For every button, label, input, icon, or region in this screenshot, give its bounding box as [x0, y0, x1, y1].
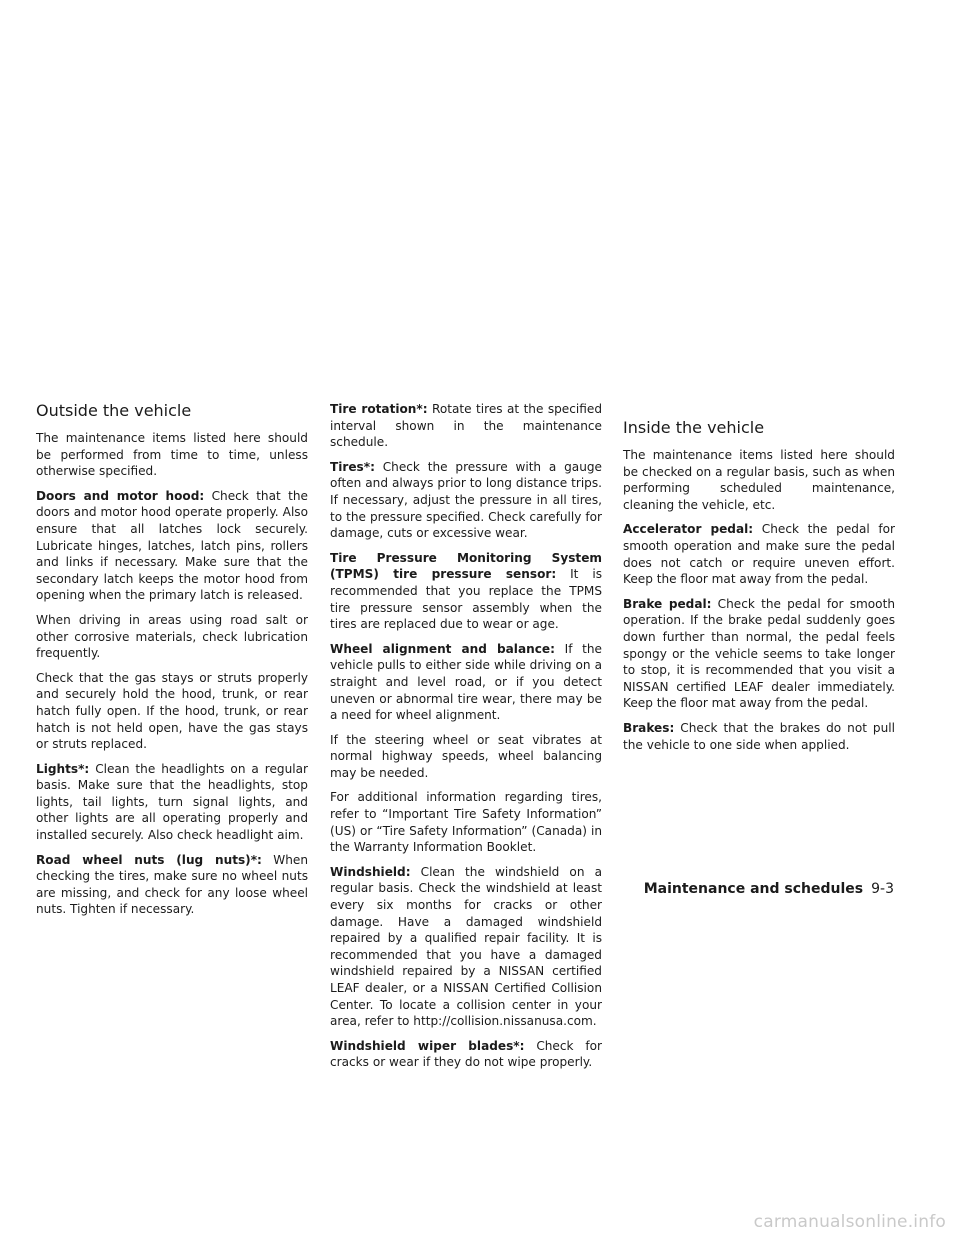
lug-nuts-paragraph	[36, 852, 308, 918]
gas-stays-paragraph: Check that the gas stays or struts properly and securely hold the hood, trunk, or rear hatch fully open. If the hood, trunk, or rear hatch is not held open, have the gas stays or struts replaced.	[36, 670, 308, 752]
tires-label: Tires*:	[330, 459, 375, 474]
accelerator-paragraph	[623, 521, 895, 587]
column-3	[623, 401, 895, 761]
lug-nuts-label: Road wheel nuts (lug nuts)*:	[36, 852, 262, 867]
brake-pedal-paragraph	[623, 596, 895, 712]
alignment-paragraph	[330, 641, 602, 724]
doors-label: Doors and motor hood:	[36, 488, 205, 503]
tpms-text: It is recommended that you replace the TPMS tire pressure sensor assembly when the tires are replaced due to wear or age.	[330, 567, 602, 632]
windshield-paragraph	[330, 864, 602, 1030]
alignment-label: Wheel alignment and balance:	[330, 641, 555, 656]
accelerator-text: Check the pedal for smooth operation and make sure the pedal does not catch or require uneven effort. Keep the floor mat away from the pedal.	[623, 522, 896, 587]
wipers-text: Check for cracks or wear if they do not wipe properly.	[330, 1038, 602, 1070]
tires-paragraph	[330, 459, 602, 542]
column-1	[36, 401, 308, 926]
windshield-text: Clean the windshield on a regular basis. Check the windshield at least every six months for cracks or other damage. Have a damaged windshield repaired by a qualified repair facility. It is recommended that you have a damaged windshield repaired by a NISSAN certified LEAF dealer, or a NISSAN Certified Collision Center. To locate a collision center in your area, refer to http://collision.nissanusa.com.	[330, 864, 602, 1029]
page-number: 9-3	[871, 881, 894, 897]
salt-paragraph: When driving in areas using road salt or other corrosive materials, check lubrication frequently.	[36, 612, 308, 661]
tpms-paragraph	[330, 550, 602, 633]
windshield-label: Windshield:	[330, 864, 411, 879]
lights-label: Lights*:	[36, 761, 90, 776]
doors-text: Check that the doors and motor hood operate properly. Also ensure that all latches lock securely. Lubricate hinges, latches, latch pins, rollers and links if necessary. Make sure that the secondary latch keeps the motor hood from opening when the primary latch is released.	[36, 488, 308, 603]
tire-rotation-paragraph	[330, 401, 602, 451]
brakes-label: Brakes:	[623, 720, 675, 735]
balancing-paragraph: If the steering wheel or seat vibrates at normal highway speeds, wheel balancing may be needed.	[330, 732, 602, 780]
outside-heading: Outside the vehicle	[36, 401, 192, 420]
accelerator-label: Accelerator pedal:	[623, 522, 754, 537]
page-footer	[644, 880, 894, 898]
tpms-label: Tire Pressure Monitoring System (TPMS) tire pressure sensor:	[330, 550, 602, 582]
brake-pedal-label: Brake pedal:	[623, 596, 712, 611]
tire-rotation-text: Rotate tires at the specified interval shown in the maintenance schedule.	[330, 402, 602, 450]
additional-info-paragraph: For additional information regarding tires, refer to “Important Tire Safety Information” (US) or “Tire Safety Information” (Canada) in the Warranty Information Booklet.	[330, 790, 602, 855]
tires-text: Check the pressure with a gauge often and always prior to long distance trips. If necessary, adjust the pressure in all tires, to the pressure specified. Check carefully for damage, cuts or excessive wear.	[330, 459, 602, 541]
lights-text: Clean the headlights on a regular basis. Make sure that the headlights, stop lights, tail lights, turn signal lights, and other lights are all operating properly and installed securely. Also check headlight aim.	[36, 761, 308, 843]
inside-intro: The maintenance items listed here should be checked on a regular basis, such as when performing scheduled maintenance, cleaning the vehicle, etc.	[623, 448, 895, 512]
watermark: carmanualsonline.info	[753, 1212, 946, 1232]
tire-rotation-label: Tire rotation*:	[330, 402, 428, 416]
alignment-text: If the vehicle pulls to either side while driving on a straight and level road, or if you detect uneven or abnormal tire wear, there may be a need for wheel alignment.	[330, 641, 602, 723]
wipers-label: Windshield wiper blades*:	[330, 1038, 525, 1053]
wipers-paragraph	[330, 1038, 602, 1071]
lights-paragraph	[36, 761, 308, 844]
brakes-paragraph	[623, 720, 895, 753]
brakes-text: Check that the brakes do not pull the vehicle to one side when applied.	[623, 720, 895, 752]
brake-pedal-text: Check the pedal for smooth operation. If the brake pedal suddenly goes down further than normal, the pedal feels spongy or the vehicle seems to take longer to stop, it is recommended that you visit a NISSAN certified LEAF dealer immediately. Keep the floor mat away from the pedal.	[623, 596, 895, 711]
outside-intro: The maintenance items listed here should be performed from time to time, unless otherwise specified.	[36, 431, 308, 479]
footer-section-title: Maintenance and schedules	[643, 881, 864, 897]
column-2	[330, 401, 602, 1079]
lug-nuts-text: When checking the tires, make sure no wheel nuts are missing, and check for any loose wheel nuts. Tighten if necessary.	[36, 852, 309, 917]
inside-heading: Inside the vehicle	[623, 418, 765, 437]
doors-paragraph	[36, 488, 308, 604]
